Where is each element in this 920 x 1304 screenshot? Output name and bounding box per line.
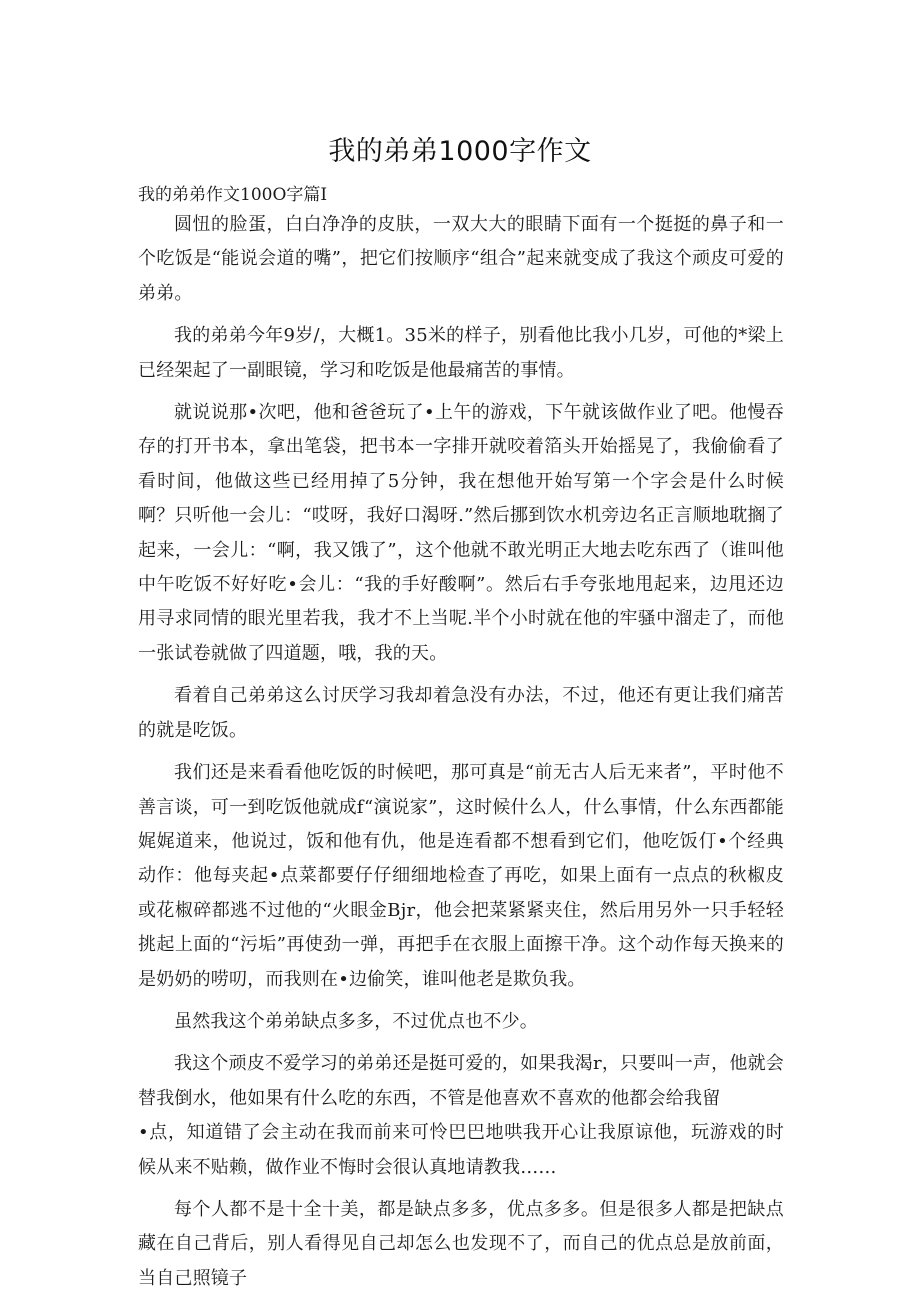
paragraph-9: 每个人都不是十全十美，都是缺点多多，优点多多。但是很多人都是把缺点藏在自己背后，别人看得见自己却怎么也发现不了，而自己的优点总是放前面，当自己照镜子: [138, 1198, 784, 1289]
paragraph-7: 我这个顽皮不爱学习的弟弟还是挺可爱的，如果我渴r，只要叫一声，他就会替我倒水，他如果有什么吃的东西，不管是他喜欢不喜欢的他都会给我留: [138, 1053, 784, 1109]
paragraph-2: 我的弟弟今年9岁/，大概1。35米的样子，别看他比我小几岁，可他的*梁上已经架起了一副眼镜，学习和吃饭是他最痛苦的事情。: [138, 325, 784, 381]
document-subtitle: 我的弟弟作文100O字篇I: [138, 185, 328, 205]
paragraph-8: •点，知道错了会主动在我而前来可怜巴巴地哄我开心让我原谅他，玩游戏的时候从来不贴赖，做作业不悔时会很认真地请教我……: [138, 1122, 784, 1178]
paragraph-6: 虽然我这个弟弟缺点多多，不过优点也不少。: [174, 1010, 538, 1032]
paragraph-1: 圆忸的脸蛋，白白净净的皮肤，一双大大的眼睛下面有一个挺挺的鼻子和一个吃饭是“能说会道的嘴”，把它们按顺序“组合”起来就变成了我这个顽皮可爱的弟弟。: [138, 214, 784, 304]
paragraph-3: 就说说那•次吧，他和爸爸玩了•上午的游戏，下午就该做作业了吧。他慢吞存的打开书本，拿出笔袋，把书本一字排开就咬着箔头开始摇晃了，我偷偷看了看时间，他做这些已经用掉了5分钟，我在想他开始写第一个字会是什么时候啊？只听他一会儿：“哎呀，我好口渴呀.”然后挪到饮水机旁边名正言顺地耽搁了起来，一会儿：“啊，我又饿了”，这个他就不敢光明正大地去吃东西了（谁叫他中午吃饭不好好吃•会儿：“我的手好酸啊”。然后右手夸张地甩起来，边甩还边用寻求同情的眼光里若我，我才不上当呢.半个小时就在他的牢骚中溜走了，而他一张试卷就做了四道题，哦，我的天。: [138, 402, 784, 664]
document-body: [138, 208, 784, 1304]
document-title: 我的弟弟1000字作文: [328, 136, 592, 167]
paragraph-5: 我们还是来看看他吃饭的时候吧，那可真是“前无古人后无来者”，平时他不善言谈，可一到吃饭他就成f“演说家”，这时候什么人，什么事情，什么东西都能娓娓道来，他说过，饭和他有仇，他是连看都不想看到它们，他吃饭仃•个经典动作：他每夹起•点菜都要仔仔细细地检查了再吃，如果上面有一点点的秋椒皮或花椒碎都逃不过他的“火眼金Bjr，他会把菜紧紧夹住，然后用另外一只手轻轻挑起上面的“污垢”再使劲一弹，再把手在衣服上面擦干净。这个动作每天换来的是奶奶的唠叨，而我则在•边偷笑，谁叫他老是欺负我。: [138, 762, 784, 990]
paragraph-4: 看着自己弟弟这么讨厌学习我却着急没有办法，不过，他还有更让我们痛苦的就是吃饭。: [138, 685, 784, 741]
